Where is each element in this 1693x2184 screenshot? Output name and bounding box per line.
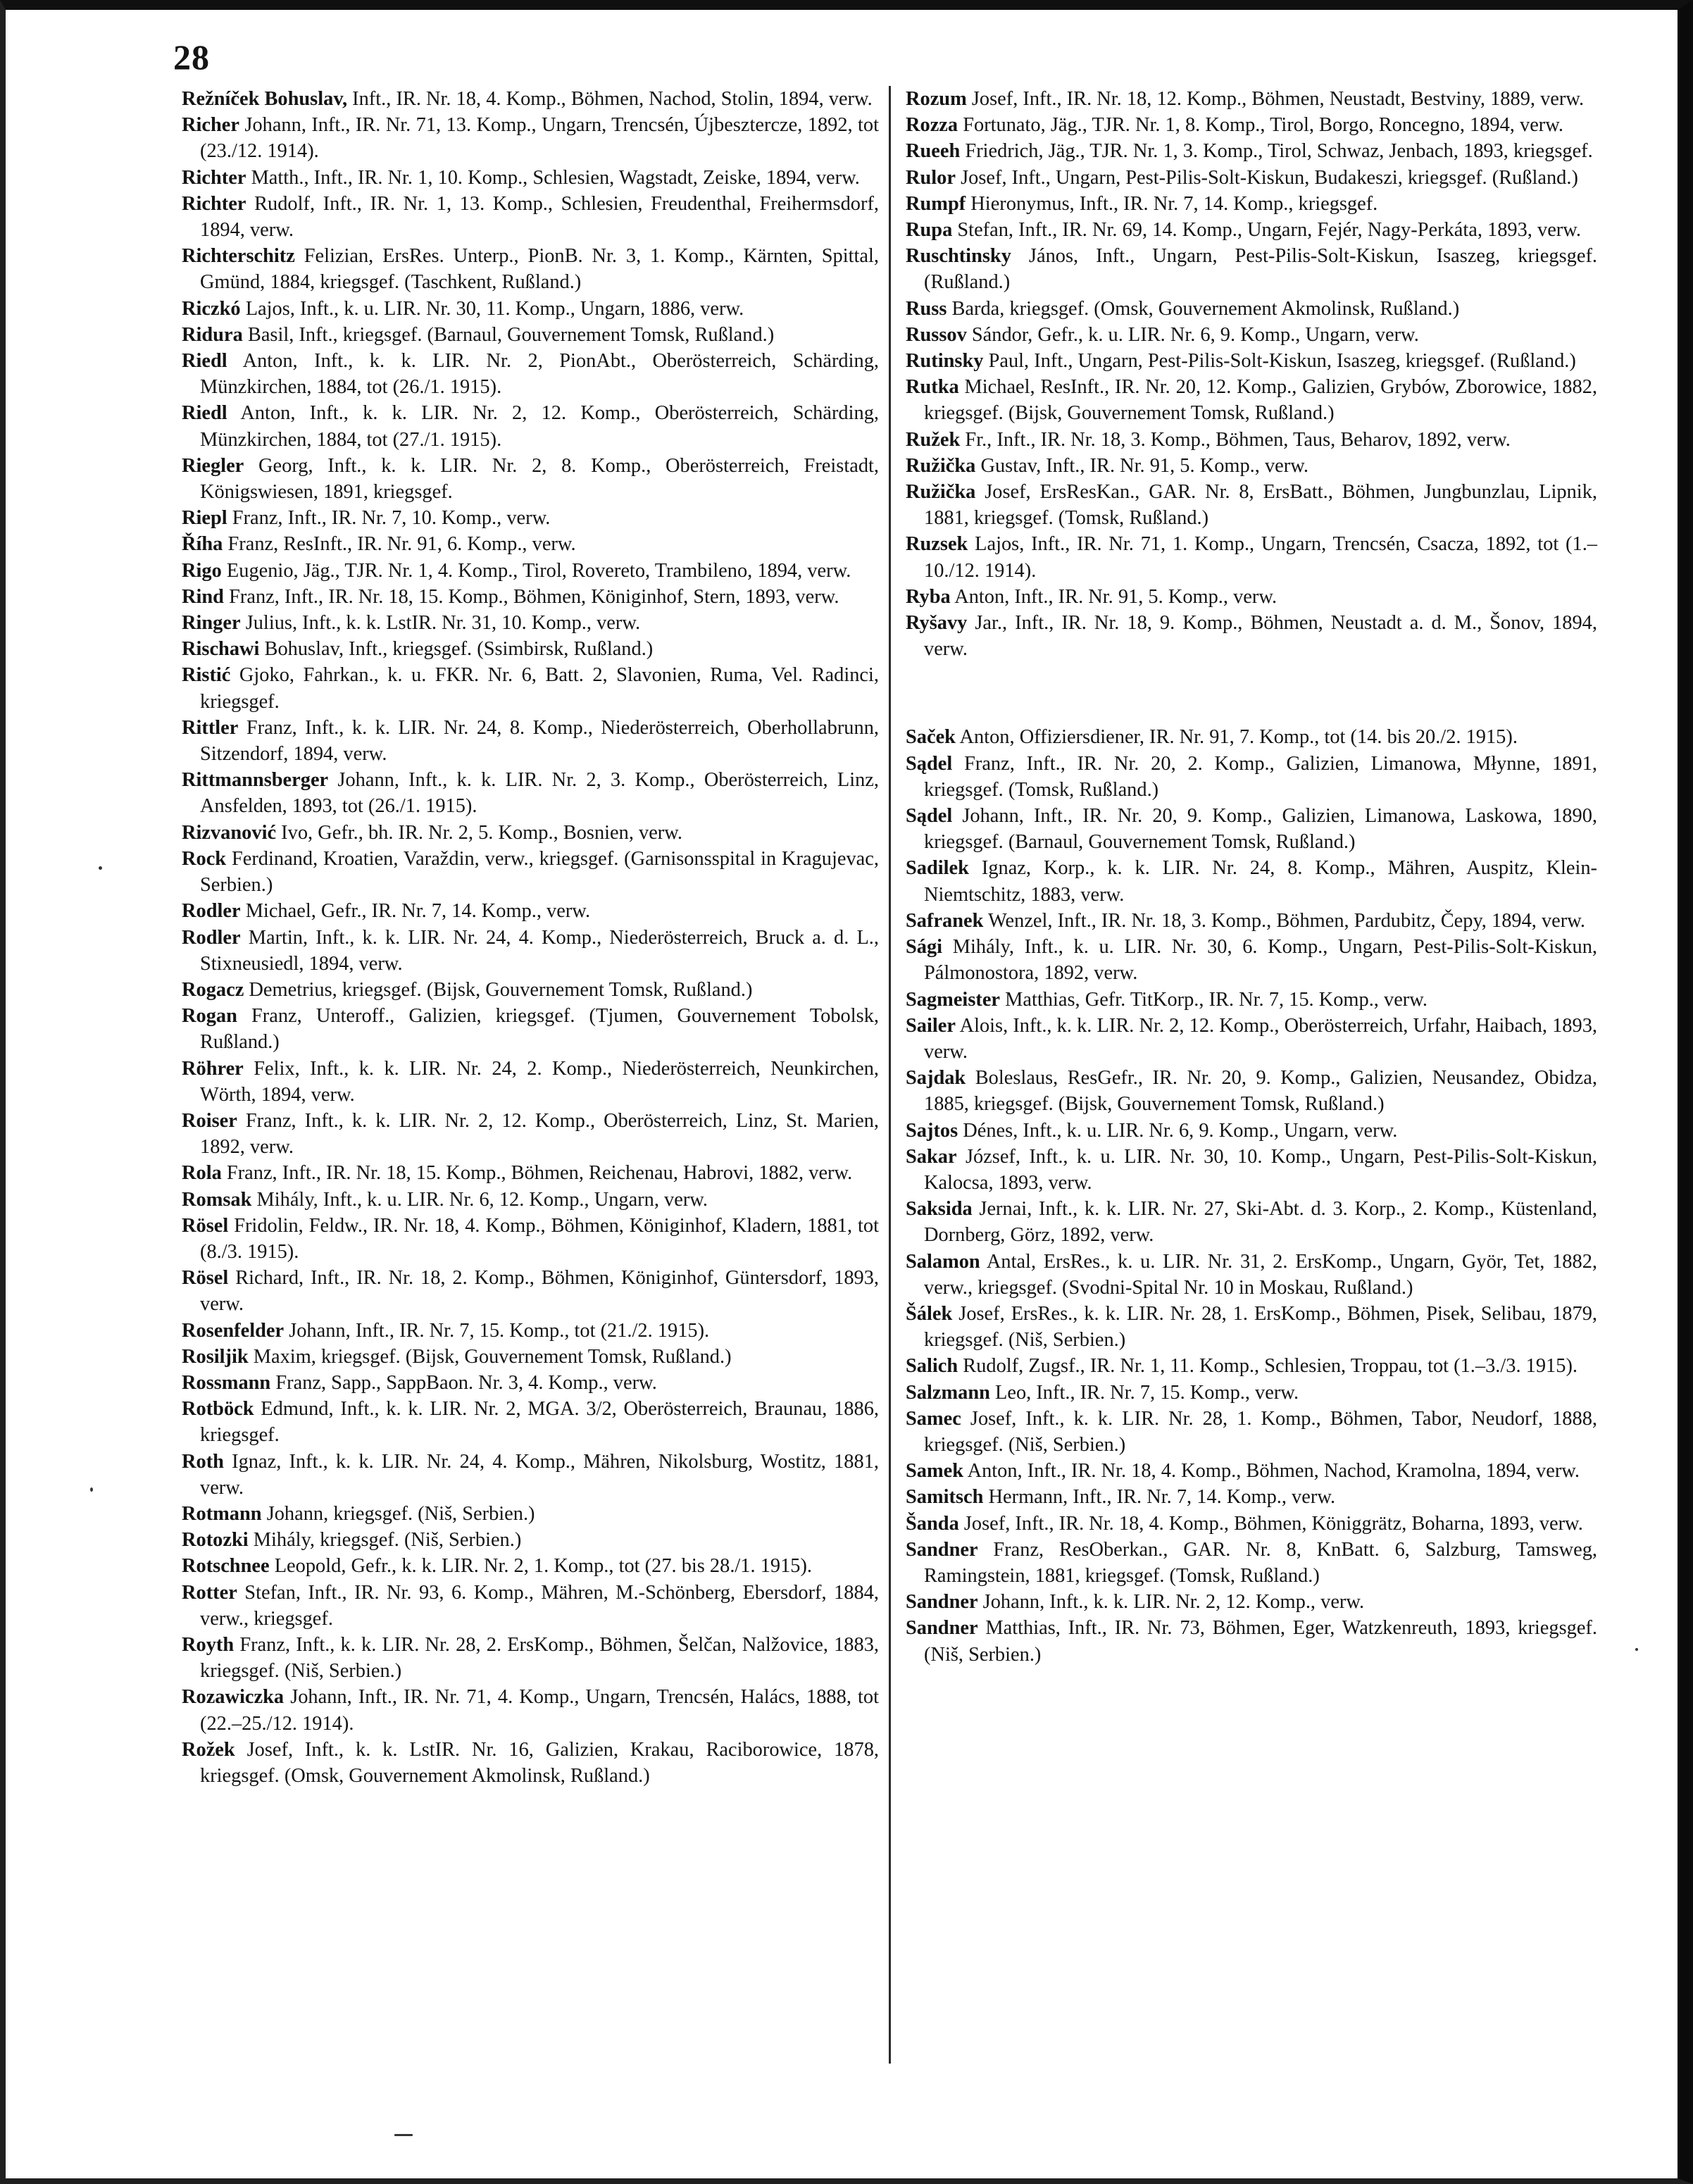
entry-surname: Sagmeister <box>906 988 1001 1011</box>
register-entry <box>182 558 879 584</box>
entry-surname: Roiser <box>182 1109 237 1132</box>
entry-surname: Royth <box>182 1633 235 1656</box>
register-entry <box>906 855 1597 907</box>
entry-details: Leopold, Gefr., k. k. LIR. Nr. 2, 1. Komp., tot (27. bis 28./1. 1915). <box>274 1555 813 1578</box>
right-column <box>906 86 1597 1668</box>
entry-details: Demetrius, kriegsgef. (Bijsk, Gouvernement Tomsk, Rußland.) <box>249 978 753 1001</box>
entry-surname: Sakar <box>906 1145 957 1168</box>
entry-details: Felix, Inft., k. k. LIR. Nr. 24, 2. Komp., Niederösterreich, Neunkirchen, Wörth, 1894, verw. <box>200 1057 879 1106</box>
entry-surname: Sandner <box>906 1591 978 1614</box>
entry-surname: Roth <box>182 1450 224 1473</box>
entry-surname: Richer <box>182 114 239 137</box>
entry-surname: Rittmannsberger <box>182 769 329 792</box>
entry-surname: Röhrer <box>182 1057 244 1080</box>
entry-details: Anton, Offiziersdiener, IR. Nr. 91, 7. Komp., tot (14. bis 20./2. 1915). <box>959 726 1518 749</box>
register-entry <box>182 348 879 400</box>
register-entry <box>182 86 879 112</box>
entry-surname: Rosenfelder <box>182 1319 285 1342</box>
entry-surname: Riedl <box>182 350 227 373</box>
entry-details: Johann, Inft., IR. Nr. 20, 9. Komp., Galizien, Limanowa, Laskowa, 1890, kriegsgef. (Barnaul, Gouvernement Tomsk, Rußland.) <box>924 805 1597 854</box>
register-entry <box>906 1249 1597 1301</box>
entry-details: Josef, Inft., k. k. LstIR. Nr. 16, Galizien, Krakau, Raciborowice, 1878, kriegsgef. (Omsk, Gouvernement Akmolinsk, Rußland.) <box>200 1738 879 1787</box>
register-entry <box>182 1344 879 1370</box>
entry-surname: Sailer <box>906 1014 956 1037</box>
register-entry <box>906 751 1597 803</box>
entry-surname: Ružička <box>906 454 976 477</box>
entry-surname: Samek <box>906 1460 964 1483</box>
entry-details: Johann, Inft., IR. Nr. 7, 15. Komp., tot (21./2. 1915). <box>289 1319 710 1342</box>
entry-details: Gjoko, Fahrkan., k. u. FKR. Nr. 6, Batt. 2, Slavonien, Ruma, Vel. Radinci, kriegsgef. <box>200 664 879 713</box>
register-entry <box>182 191 879 243</box>
register-entry <box>906 1484 1597 1510</box>
entry-surname: Russov <box>906 323 967 346</box>
entry-surname: Riczkó <box>182 297 241 320</box>
register-entry <box>906 322 1597 348</box>
register-entry <box>906 138 1597 164</box>
register-entry <box>182 898 879 924</box>
register-entry <box>906 724 1597 750</box>
entry-surname: Salich <box>906 1355 958 1378</box>
entry-details: Franz, Inft., k. k. LIR. Nr. 2, 12. Komp., Oberösterreich, Linz, St. Marien, 1892, verw. <box>200 1109 879 1159</box>
entry-surname: Richterschitz <box>182 245 295 268</box>
entry-surname: Rupa <box>906 219 953 242</box>
register-entry <box>182 1580 879 1632</box>
entry-surname: Rozum <box>906 88 967 110</box>
entry-details: Johann, Inft., k. k. LIR. Nr. 2, 12. Komp., verw. <box>982 1591 1365 1614</box>
entry-details: Josef, Inft., k. k. LIR. Nr. 28, 1. Komp., Böhmen, Tabor, Neudorf, 1888, kriegsgef. (Niš, Serbien.) <box>924 1407 1597 1456</box>
register-entry <box>906 453 1597 479</box>
entry-surname: Ryšavy <box>906 612 968 635</box>
register-entry <box>182 1737 879 1789</box>
entry-details: Jar., Inft., IR. Nr. 18, 9. Komp., Böhmen, Neustadt a. d. M., Šonov, 1894, verw. <box>924 612 1597 661</box>
entry-details: Michael, ResInft., IR. Nr. 20, 12. Komp., Galizien, Grybów, Zborowice, 1882, kriegsgef. (Bijsk, Gouvernement Tomsk, Rußland.) <box>924 376 1597 425</box>
register-entry <box>182 1527 879 1553</box>
entry-details: Johann, Inft., IR. Nr. 71, 4. Komp., Ungarn, Trencsén, Halács, 1888, tot (22.–25./12. 1914). <box>200 1686 879 1735</box>
register-entry <box>182 1003 879 1055</box>
scan-speck <box>99 866 102 870</box>
entry-surname: Rotböck <box>182 1398 254 1421</box>
entry-surname: Ružička <box>906 481 976 504</box>
register-entry <box>906 243 1597 295</box>
register-entry <box>182 1553 879 1579</box>
entry-surname: Safranek <box>906 909 984 932</box>
entry-surname: Sandner <box>906 1617 978 1640</box>
entry-details: Richard, Inft., IR. Nr. 18, 2. Komp., Böhmen, Königinhof, Güntersdorf, 1893, verw. <box>200 1267 879 1316</box>
entry-details: Mihály, Inft., k. u. LIR. Nr. 6, 12. Komp., Ungarn, verw. <box>256 1188 708 1211</box>
register-entry <box>906 1118 1597 1144</box>
entry-surname: Rodler <box>182 900 241 923</box>
register-entry <box>182 767 879 819</box>
entry-details: Stefan, Inft., IR. Nr. 69, 14. Komp., Ungarn, Fejér, Nagy-Perkáta, 1893, verw. <box>957 219 1582 242</box>
entry-surname: Ruzsek <box>906 533 968 556</box>
register-entry <box>182 165 879 191</box>
entry-surname: Rigo <box>182 559 222 582</box>
entry-surname: Russ <box>906 297 947 320</box>
entry-surname: Rutka <box>906 376 959 399</box>
register-entry <box>906 374 1597 426</box>
entry-surname: Saček <box>906 726 956 749</box>
entry-details: Stefan, Inft., IR. Nr. 93, 6. Komp., Mähren, M.-Schönberg, Ebersdorf, 1884, verw., kriegsgef. <box>200 1581 879 1630</box>
register-entry <box>906 165 1597 191</box>
entry-surname: Rotmann <box>182 1502 262 1525</box>
entry-details: Felizian, ErsRes. Unterp., PionB. Nr. 3, 1. Komp., Kärnten, Spittal, Gmünd, 1884, kriegsgef. (Taschkent, Rußland.) <box>200 245 879 294</box>
register-entry <box>906 584 1597 610</box>
entry-surname: Samitsch <box>906 1486 984 1509</box>
entry-details: Inft., IR. Nr. 18, 4. Komp., Böhmen, Nachod, Stolin, 1894, verw. <box>352 88 873 110</box>
right-column-r-section <box>906 86 1597 662</box>
register-entry <box>182 400 879 452</box>
register-entry <box>906 1065 1597 1117</box>
entry-surname: Říha <box>182 533 223 556</box>
entry-details: Boleslaus, ResGefr., IR. Nr. 20, 9. Komp., Galizien, Neusandez, Obidza, 1885, kriegsgef. (Bijsk, Gouvernement Tomsk, Rußland.) <box>924 1067 1597 1116</box>
entry-surname: Sandner <box>906 1538 978 1561</box>
register-entry <box>906 1511 1597 1537</box>
entry-details: Friedrich, Jäg., TJR. Nr. 1, 3. Komp., Tirol, Schwaz, Jenbach, 1893, kriegsgef. <box>965 140 1593 163</box>
entry-details: Anton, Inft., k. k. LIR. Nr. 2, PionAbt., Oberösterreich, Schärding, Münzkirchen, 1884, tot (26./1. 1915). <box>200 350 880 399</box>
entry-details: Maxim, kriegsgef. (Bijsk, Gouvernement Tomsk, Rußland.) <box>253 1345 732 1368</box>
entry-surname: Šanda <box>906 1512 959 1535</box>
entry-details: Josef, Inft., IR. Nr. 18, 4. Komp., Böhmen, Königgrätz, Boharna, 1893, verw. <box>963 1512 1583 1535</box>
entry-details: Fr., Inft., IR. Nr. 18, 3. Komp., Böhmen, Taus, Beharov, 1892, verw. <box>965 428 1511 451</box>
entry-surname: Rosiljik <box>182 1345 249 1368</box>
register-entry <box>906 1615 1597 1667</box>
register-entry <box>182 846 879 898</box>
entry-details: Paul, Inft., Ungarn, Pest-Pilis-Solt-Kiskun, Isaszeg, kriegsgef. (Rußland.) <box>988 350 1576 373</box>
entry-details: Barda, kriegsgef. (Omsk, Gouvernement Akmolinsk, Rußland.) <box>951 297 1460 320</box>
entry-details: Ferdinand, Kroatien, Varaždin, verw., kriegsgef. (Garnisonsspital in Kragujevac, Serbien.) <box>200 847 879 897</box>
register-entry <box>906 1353 1597 1379</box>
entry-details: Josef, ErsRes., k. k. LIR. Nr. 28, 1. ErsKomp., Böhmen, Pisek, Selibau, 1879, kriegsgef. (Niš, Serbien.) <box>924 1302 1597 1352</box>
entry-details: Eugenio, Jäg., TJR. Nr. 1, 4. Komp., Tirol, Rovereto, Trambileno, 1894, verw. <box>226 559 851 582</box>
entry-details: Franz, Inft., IR. Nr. 18, 15. Komp., Böhmen, Königinhof, Stern, 1893, verw. <box>229 585 839 608</box>
entry-surname: Ristić <box>182 664 231 687</box>
entry-details: Anton, Inft., IR. Nr. 91, 5. Komp., verw. <box>954 585 1277 608</box>
register-entry <box>906 348 1597 374</box>
entry-details: Leo, Inft., IR. Nr. 7, 15. Komp., verw. <box>995 1381 1299 1404</box>
entry-details: Fortunato, Jäg., TJR. Nr. 1, 8. Komp., Tirol, Borgo, Roncegno, 1894, verw. <box>963 114 1564 137</box>
entry-surname: Rola <box>182 1162 222 1185</box>
entry-details: Martin, Inft., k. k. LIR. Nr. 24, 4. Komp., Niederösterreich, Bruck a. d. L., Stixneusiedl, 1894, verw. <box>200 926 879 975</box>
register-entry <box>182 243 879 295</box>
entry-details: Mihály, kriegsgef. (Niš, Serbien.) <box>253 1529 522 1552</box>
entry-details: Georg, Inft., k. k. LIR. Nr. 2, 8. Komp., Oberösterreich, Freistadt, Königswiesen, 1891, kriegsgef. <box>200 454 879 504</box>
register-entry <box>906 1301 1597 1353</box>
entry-details: Franz, Inft., IR. Nr. 18, 15. Komp., Böhmen, Reichenau, Habrovi, 1882, verw. <box>226 1162 853 1185</box>
register-entry <box>906 1380 1597 1406</box>
column-divider <box>889 86 891 2064</box>
entry-details: Fridolin, Feldw., IR. Nr. 18, 4. Komp., Böhmen, Königinhof, Kladern, 1881, tot (8./3. 1915). <box>200 1214 879 1263</box>
entry-details: Michael, Gefr., IR. Nr. 7, 14. Komp., verw. <box>245 900 591 923</box>
entry-surname: Rotter <box>182 1581 237 1604</box>
register-entry <box>906 1406 1597 1458</box>
entry-details: Anton, Inft., k. k. LIR. Nr. 2, 12. Komp., Oberösterreich, Schärding, Münzkirchen, 1884, tot (27./1. 1915). <box>200 402 879 451</box>
entry-surname: Salzmann <box>906 1381 990 1404</box>
entry-details: Matth., Inft., IR. Nr. 1, 10. Komp., Schlesien, Wagstadt, Zeiske, 1894, verw. <box>251 166 860 189</box>
entry-surname: Rossmann <box>182 1371 271 1394</box>
register-entry <box>182 1370 879 1396</box>
register-entry <box>906 191 1597 217</box>
register-entry <box>906 217 1597 243</box>
entry-surname: Richter <box>182 192 246 215</box>
register-entry <box>906 934 1597 986</box>
entry-surname: Rösel <box>182 1267 229 1290</box>
entry-details: Franz, ResOberkan., GAR. Nr. 8, KnBatt. 6, Salzburg, Tamsweg, Ramingstein, 1881, kriegsgef. (Tomsk, Rußland.) <box>924 1538 1598 1587</box>
entry-surname: Rueeh <box>906 140 961 163</box>
register-entry <box>182 296 879 322</box>
entry-details: Ivo, Gefr., bh. IR. Nr. 2, 5. Komp., Bosnien, verw. <box>281 821 683 844</box>
register-entry <box>182 662 879 714</box>
entry-details: Lajos, Inft., IR. Nr. 71, 1. Komp., Ungarn, Trencsén, Csacza, 1892, tot (1.–10./12. 1914). <box>924 533 1597 582</box>
register-entry <box>906 610 1597 662</box>
entry-surname: Rogacz <box>182 978 244 1001</box>
entry-surname: Rizvanović <box>182 821 277 844</box>
entry-surname: Sadilek <box>906 857 969 880</box>
register-entry <box>182 1187 879 1213</box>
register-entry <box>182 1318 879 1344</box>
entry-details: Lajos, Inft., k. u. LIR. Nr. 30, 11. Komp., Ungarn, 1886, verw. <box>245 297 744 320</box>
entry-surname: Rogan <box>182 1005 237 1028</box>
entry-details: Sándor, Gefr., k. u. LIR. Nr. 6, 9. Komp., Ungarn, verw. <box>971 323 1419 346</box>
entry-details: Julius, Inft., k. k. LstIR. Nr. 31, 10. Komp., verw. <box>245 612 641 635</box>
entry-details: Rudolf, Zugsf., IR. Nr. 1, 11. Komp., Schlesien, Troppau, tot (1.–3./3. 1915). <box>963 1355 1578 1378</box>
register-entry <box>906 803 1597 855</box>
right-column-s-section <box>906 724 1597 1667</box>
register-entry <box>182 584 879 610</box>
entry-details: Franz, Inft., k. k. LIR. Nr. 24, 8. Komp., Niederösterreich, Oberhollabrunn, Sitzendorf, 1894, verw. <box>200 716 879 766</box>
entry-surname: Salamon <box>906 1250 980 1273</box>
entry-surname: Rittler <box>182 716 239 739</box>
entry-surname: Ružek <box>906 428 961 451</box>
entry-details: Antal, ErsRes., k. u. LIR. Nr. 31, 2. ErsKomp., Ungarn, Györ, Tet, 1882, verw., kriegsgef. (Svodni-Spital Nr. 10 in Moskau, Rußland.) <box>924 1250 1597 1299</box>
register-entry <box>906 987 1597 1013</box>
register-entry <box>182 1501 879 1527</box>
entry-details: Ignaz, Inft., k. k. LIR. Nr. 24, 4. Komp., Mähren, Nikolsburg, Wostitz, 1881, verw. <box>200 1450 879 1499</box>
entry-details: Josef, Inft., IR. Nr. 18, 12. Komp., Böhmen, Neustadt, Bestviny, 1889, verw. <box>971 88 1585 110</box>
entry-surname: Šálek <box>906 1302 953 1325</box>
register-entry <box>182 1684 879 1736</box>
entry-surname: Rischawi <box>182 638 260 661</box>
entry-details: Matthias, Gefr. TitKorp., IR. Nr. 7, 15. Komp., verw. <box>1005 988 1428 1011</box>
entry-details: Franz, Inft., IR. Nr. 7, 10. Komp., verw. <box>232 507 551 530</box>
register-entry <box>906 112 1597 138</box>
register-entry <box>182 1632 879 1684</box>
entry-details: Gustav, Inft., IR. Nr. 91, 5. Komp., verw. <box>980 454 1308 477</box>
register-entry <box>906 1196 1597 1248</box>
entry-surname: Rulor <box>906 166 956 189</box>
entry-surname: Režníček Bohuslav, <box>182 88 348 110</box>
entry-details: Josef, ErsResKan., GAR. Nr. 8, ErsBatt., Böhmen, Jungbunzlau, Lipnik, 1881, kriegsgef. (Tomsk, Rußland.) <box>924 481 1597 530</box>
scan-speck <box>394 2134 413 2136</box>
entry-surname: Sądel <box>906 752 953 775</box>
register-entry <box>182 1056 879 1108</box>
page-number: 28 <box>173 37 210 77</box>
register-entry <box>182 1160 879 1186</box>
entry-surname: Sajtos <box>906 1119 958 1142</box>
entry-details: Alois, Inft., k. k. LIR. Nr. 2, 12. Komp., Oberösterreich, Urfahr, Haibach, 1893, verw. <box>924 1014 1597 1063</box>
entry-surname: Sajdak <box>906 1067 966 1090</box>
entry-details: Jernai, Inft., k. k. LIR. Nr. 27, Ski-Abt. d. 3. Korp., 2. Komp., Küstenland, Dornberg, Görz, 1892, verw. <box>924 1198 1597 1247</box>
register-entry <box>182 715 879 767</box>
scan-speck <box>90 1487 93 1492</box>
register-entry <box>182 1449 879 1501</box>
entry-details: Wenzel, Inft., IR. Nr. 18, 3. Komp., Böhmen, Pardubitz, Čepy, 1894, verw. <box>988 909 1585 932</box>
entry-surname: Saksida <box>906 1198 973 1221</box>
register-entry <box>906 296 1597 322</box>
entry-surname: Rock <box>182 847 227 870</box>
entry-details: Dénes, Inft., k. u. LIR. Nr. 6, 9. Komp., Ungarn, verw. <box>963 1119 1398 1142</box>
entry-surname: Richter <box>182 166 246 189</box>
entry-surname: Rodler <box>182 926 241 949</box>
register-entry <box>182 636 879 662</box>
register-entry <box>906 531 1597 583</box>
register-entry <box>906 1537 1597 1589</box>
register-entry <box>906 1589 1597 1615</box>
entry-details: Bohuslav, Inft., kriegsgef. (Ssimbirsk, Rußland.) <box>264 638 654 661</box>
entry-details: Johann, kriegsgef. (Niš, Serbien.) <box>266 1502 535 1525</box>
entry-surname: Rotozki <box>182 1529 249 1552</box>
entry-surname: Ruschtinsky <box>906 245 1011 268</box>
section-gap <box>906 662 1597 724</box>
register-entry <box>182 453 879 505</box>
register-entry <box>906 479 1597 531</box>
register-entry <box>182 1396 879 1448</box>
entry-surname: Rotschnee <box>182 1555 270 1578</box>
entry-details: Matthias, Inft., IR. Nr. 73, Böhmen, Eger, Watzkenreuth, 1893, kriegsgef. (Niš, Serbien.) <box>924 1617 1597 1666</box>
register-entry <box>182 1213 879 1265</box>
entry-surname: Rumpf <box>906 192 966 215</box>
register-entry <box>906 86 1597 112</box>
register-entry <box>182 1108 879 1160</box>
entry-details: Basil, Inft., kriegsgef. (Barnaul, Gouvernement Tomsk, Rußland.) <box>247 323 775 346</box>
entry-details: Franz, Unteroff., Galizien, kriegsgef. (Tjumen, Gouvernement Tobolsk, Rußland.) <box>200 1005 879 1054</box>
entry-surname: Sági <box>906 936 943 959</box>
entry-surname: Rozawiczka <box>182 1686 285 1709</box>
entry-details: Franz, Sapp., SappBaon. Nr. 3, 4. Komp., verw. <box>275 1371 657 1394</box>
register-entry <box>906 427 1597 453</box>
entry-surname: Rutinsky <box>906 350 984 373</box>
entry-surname: Romsak <box>182 1188 252 1211</box>
register-entry <box>182 531 879 557</box>
left-column <box>182 86 879 1789</box>
entry-surname: Ringer <box>182 612 241 635</box>
entry-details: Franz, Inft., k. k. LIR. Nr. 28, 2. ErsKomp., Böhmen, Šelčan, Nalžovice, 1883, kriegsgef. (Niš, Serbien.) <box>200 1633 879 1683</box>
scan-speck <box>1635 1648 1638 1651</box>
entry-details: János, Inft., Ungarn, Pest-Pilis-Solt-Kiskun, Isaszeg, kriegsgef. (Rußland.) <box>924 245 1597 294</box>
entry-details: József, Inft., k. u. LIR. Nr. 30, 10. Komp., Ungarn, Pest-Pilis-Solt-Kiskun, Kalocsa, 1893, verw. <box>924 1145 1597 1194</box>
entry-details: Hermann, Inft., IR. Nr. 7, 14. Komp., verw. <box>988 1486 1336 1509</box>
register-entry <box>182 977 879 1003</box>
register-entry <box>182 505 879 531</box>
entry-details: Anton, Inft., IR. Nr. 18, 4. Komp., Böhmen, Nachod, Kramolna, 1894, verw. <box>967 1460 1580 1483</box>
entry-surname: Rösel <box>182 1214 229 1237</box>
entry-surname: Riepl <box>182 507 227 530</box>
register-entry <box>182 925 879 977</box>
entry-details: Franz, ResInft., IR. Nr. 91, 6. Komp., verw. <box>227 533 576 556</box>
entry-surname: Rožek <box>182 1738 235 1761</box>
register-entry <box>182 322 879 348</box>
entry-details: Ignaz, Korp., k. k. LIR. Nr. 24, 8. Komp., Mähren, Auspitz, Klein-Niemtschitz, 1883, verw. <box>924 857 1597 906</box>
entry-surname: Rozza <box>906 114 958 137</box>
register-entry <box>182 112 879 164</box>
register-entry <box>906 1458 1597 1484</box>
entry-surname: Sądel <box>906 805 953 828</box>
entry-surname: Rind <box>182 585 224 608</box>
register-entry <box>182 610 879 636</box>
entry-surname: Ryba <box>906 585 951 608</box>
entry-surname: Samec <box>906 1407 961 1430</box>
entry-surname: Ridura <box>182 323 243 346</box>
entry-surname: Riegler <box>182 454 244 477</box>
register-entry <box>182 820 879 846</box>
entry-details: Rudolf, Inft., IR. Nr. 1, 13. Komp., Schlesien, Freudenthal, Freihermsdorf, 1894, verw. <box>200 192 879 242</box>
entry-details: Josef, Inft., Ungarn, Pest-Pilis-Solt-Kiskun, Budakeszi, kriegsgef. (Rußland.) <box>961 166 1578 189</box>
entry-details: Hieronymus, Inft., IR. Nr. 7, 14. Komp., kriegsgef. <box>970 192 1378 215</box>
entry-details: Johann, Inft., k. k. LIR. Nr. 2, 3. Komp., Oberösterreich, Linz, Ansfelden, 1893, tot (26./1. 1915). <box>200 769 879 818</box>
entry-details: Johann, Inft., IR. Nr. 71, 13. Komp., Ungarn, Trencsén, Újbesztercze, 1892, tot (23./12. 1914). <box>200 114 879 163</box>
register-entry <box>906 1144 1597 1196</box>
register-entry <box>906 908 1597 934</box>
entry-details: Mihály, Inft., k. u. LIR. Nr. 30, 6. Komp., Ungarn, Pest-Pilis-Solt-Kiskun, Pálmonostora, 1892, verw. <box>924 936 1597 985</box>
entry-details: Edmund, Inft., k. k. LIR. Nr. 2, MGA. 3/2, Oberösterreich, Braunau, 1886, kriegsgef. <box>200 1398 879 1447</box>
entry-details: Franz, Inft., IR. Nr. 20, 2. Komp., Galizien, Limanowa, Młynne, 1891, kriegsgef. (Tomsk, Rußland.) <box>924 752 1597 801</box>
register-entry <box>906 1013 1597 1065</box>
entry-surname: Riedl <box>182 402 227 425</box>
register-entry <box>182 1265 879 1317</box>
